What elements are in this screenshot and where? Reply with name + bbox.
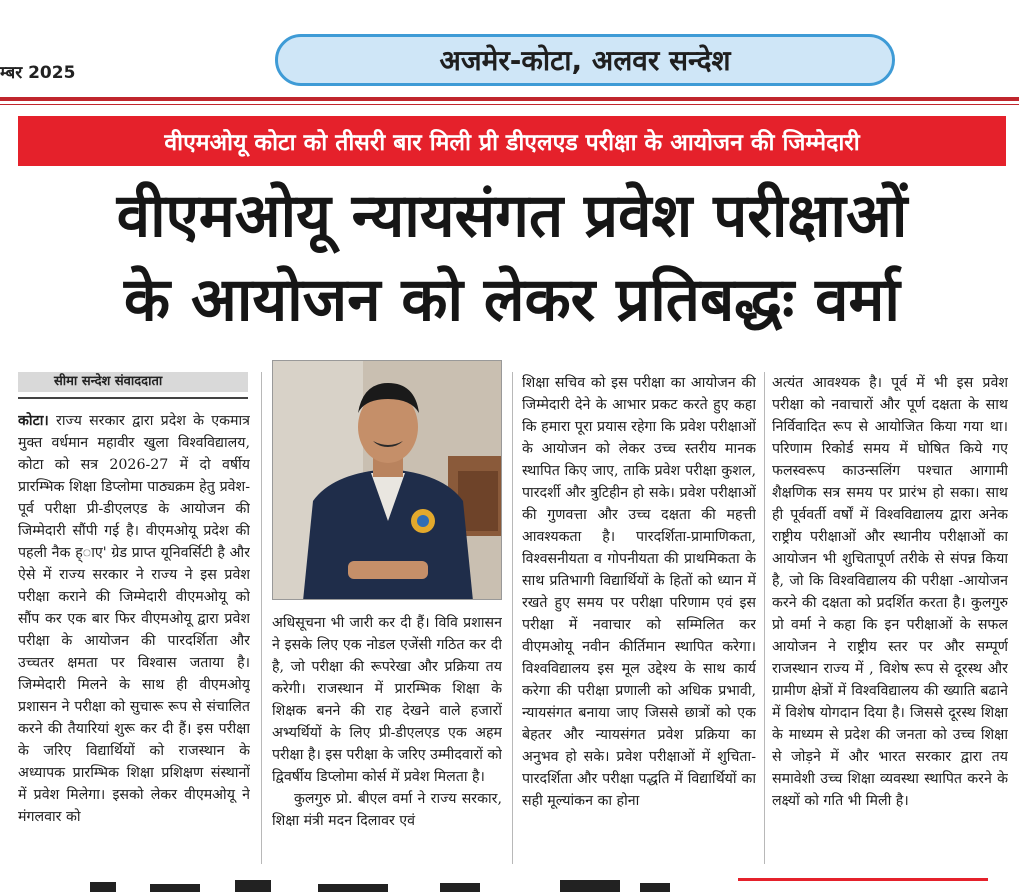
column-divider [261, 372, 262, 864]
column-divider [764, 372, 765, 864]
portrait-photo [272, 360, 502, 600]
portrait-illustration [273, 361, 502, 600]
cutoff-text-tops [0, 868, 1019, 892]
article-column-1 [18, 410, 250, 864]
headline-line-1: वीएमओयू न्यायसंगत प्रवेश परीक्षाओं [116, 181, 908, 251]
edition-date: म्बर 2025 [0, 63, 76, 83]
article-kicker: वीएमओयू कोटा को तीसरी बार मिली प्री डीएलएड परीक्षा के आयोजन की जिम्मेदारी [18, 116, 1006, 166]
article-column-3 [522, 372, 756, 892]
column-2-text: अधिसूचना भी जारी कर दी हैं। विवि प्रशासन ने इसके लिए एक नोडल एजेंसी गठित कर दी है, जो परीक्षा की रूपरेखा और प्रक्रिया तय करेगी। राजस्थान में प्रारम्भिक शिक्षा के शिक्षक बनने की राह देखने वाले हजारों अभ्यर्थियों के लिए प्री-डीएलएड एक अहम परीक्षा है। इस परीक्षा के जरिए उम्मीदवारों को द्विवर्षीय डिप्लोमा कोर्स में प्रवेश मिलता है। [272, 615, 502, 785]
header-divider [0, 97, 1019, 101]
article-column-2 [272, 612, 502, 864]
header-divider-thin [0, 104, 1019, 105]
column-3-text: शिक्षा सचिव को इस परीक्षा का आयोजन की जिम्मेदारी देने के आभार प्रकट करते हुए कहा कि हमारा पूरा प्रयास रहेगा कि प्रवेश परीक्षाओं के आयोजन को लेकर उच्च स्तरीय मानक स्थापित किए जाए, ताकि प्रवेश परीक्षा कुशल, पारदर्शी और त्रुटिहीन हो सके। प्रवेश परीक्षाओं की गुणवत्ता और उच्च दक्षता की महत्ती आवश्यकता है। पारदर्शिता-प्रामाणिकता, विश्वसनीयता व गोपनीयता की प्राथमिकता के साथ प्रतिभागी विद्यार्थियों के हितों को ध्यान में रखते हुए समय पर परीक्षा परिणाम एवं इस परीक्षा में नवाचार को सम्मिलित कर वीएमओयू नवीन कीर्तिमान स्थापित करेगा। विश्वविद्यालय इस मूल उद्देश्य के साथ कार्य करेगा की परीक्षा प्रणाली को अधिक प्रभावी, न्यायसंगत बनाया जाए जिससे छात्रों को एक बेहतर और न्यायसंगत प्रवेश प्रक्रिया का अनुभव हो सके। प्रवेश परीक्षाओं में शुचिता-पारदर्शिता और परीक्षा पद्धति में विद्यार्थियों का सही मूल्यांकन का होना [522, 375, 756, 809]
byline: सीमा सन्देश संवाददाता [18, 372, 248, 392]
headline-line-2: के आयोजन को लेकर प्रतिबद्धः वर्मा [124, 265, 900, 335]
section-masthead: अजमेर-कोटा, अलवर सन्देश [275, 34, 895, 86]
column-4-text: अत्यंत आवश्यक है। पूर्व में भी इस प्रवेश परीक्षा को नवाचारों और पूर्ण दक्षता के साथ निर्विवादित रूप से आयोजित किया गया था। परिणाम रिकोर्ड समय में घोषित किये गए फलस्वरूप काउन्सलिंग पश्चात आगामी शैक्षणिक सत्र समय पर प्रारंभ हो सका। साथ ही पूर्ववर्ती वर्षों में विश्वविद्यालय द्वारा अनेक राष्ट्रीय परीक्षाओं और स्थानीय परीक्षाओं का आयोजन भी शुचितापूर्ण तरीके से संपन्न किया है, जो कि विश्वविद्यालय की परीक्षा -आयोजन करने की दक्षता को प्रदर्शित करता है। कुलगुरु प्रो वर्मा ने कहा कि इन परीक्षाओं के सफल आयोजन ने राष्ट्रीय स्तर पर और सम्पूर्ण राजस्थान राज्य में , विशेष रूप से दूरस्थ और ग्रामीण क्षेत्रों में विश्वविद्यालय की ख्याति बढाने में विशेष योगदान दिया है। जिससे दूरस्थ शिक्षा के माध्यम से प्रदेश की जनता को उच्च शिक्षा से जोड़ने में और भारत सरकार द्वारा तय समावेशी उच्च शिक्षा व्यवस्था स्थापित करने के लक्ष्यों को गति भी मिली है। [772, 375, 1008, 809]
dateline: कोटा। [18, 413, 49, 429]
next-article-cutoff [0, 868, 1019, 892]
column-2-text-b: कुलगुरु प्रो. बीएल वर्मा ने राज्य सरकार, शिक्षा मंत्री मदन दिलावर एवं [272, 791, 502, 829]
byline-divider [18, 397, 248, 399]
column-1-text: राज्य सरकार द्वारा प्रदेश के एकमात्र मुक्त वर्धमान महावीर खुला विश्वविद्यालय, कोटा को सत्र 2026-27 में दो वर्षीय प्रारम्भिक शिक्षा डिप्लोमा पाठ्यक्रम हेतु प्रवेश-पूर्व परीक्षा प्री-डीएलएड के आयोजन की जिम्मेदारी सौंपी गई है। वीएमओयू प्रदेश की पहली नैक ह्ाए' ग्रेड प्राप्त यूनिवर्सिटी है और ऐसे में राज्य सरकार ने राज्य ने इस प्रवेश परीक्षा कराने की जिम्मेदारी वीएमओयू को सौंप कर एक बार फिर वीएमओयू द्वारा प्रवेश परीक्षा के आयोजन की पारदर्शिता और उच्चतर क्षमता पर विश्वास जताया है। जिम्मेदारी मिलने के साथ ही वीएमओयू प्रशासन ने परीक्षा को सुचारू रूप से संचालित करने की तैयारियां शुरू कर दी हैं। इस परीक्षा के जरिए विद्यार्थियों को राजस्थान के अध्यापक प्रारम्भिक शिक्षा प्रशिक्षण संस्थानों में प्रवेश मिलेगा। इसको लेकर वीएमओयू ने मंगलवार को [18, 413, 250, 825]
column-divider [512, 372, 513, 864]
article-column-4 [772, 372, 1008, 892]
article-headline [18, 174, 1006, 342]
